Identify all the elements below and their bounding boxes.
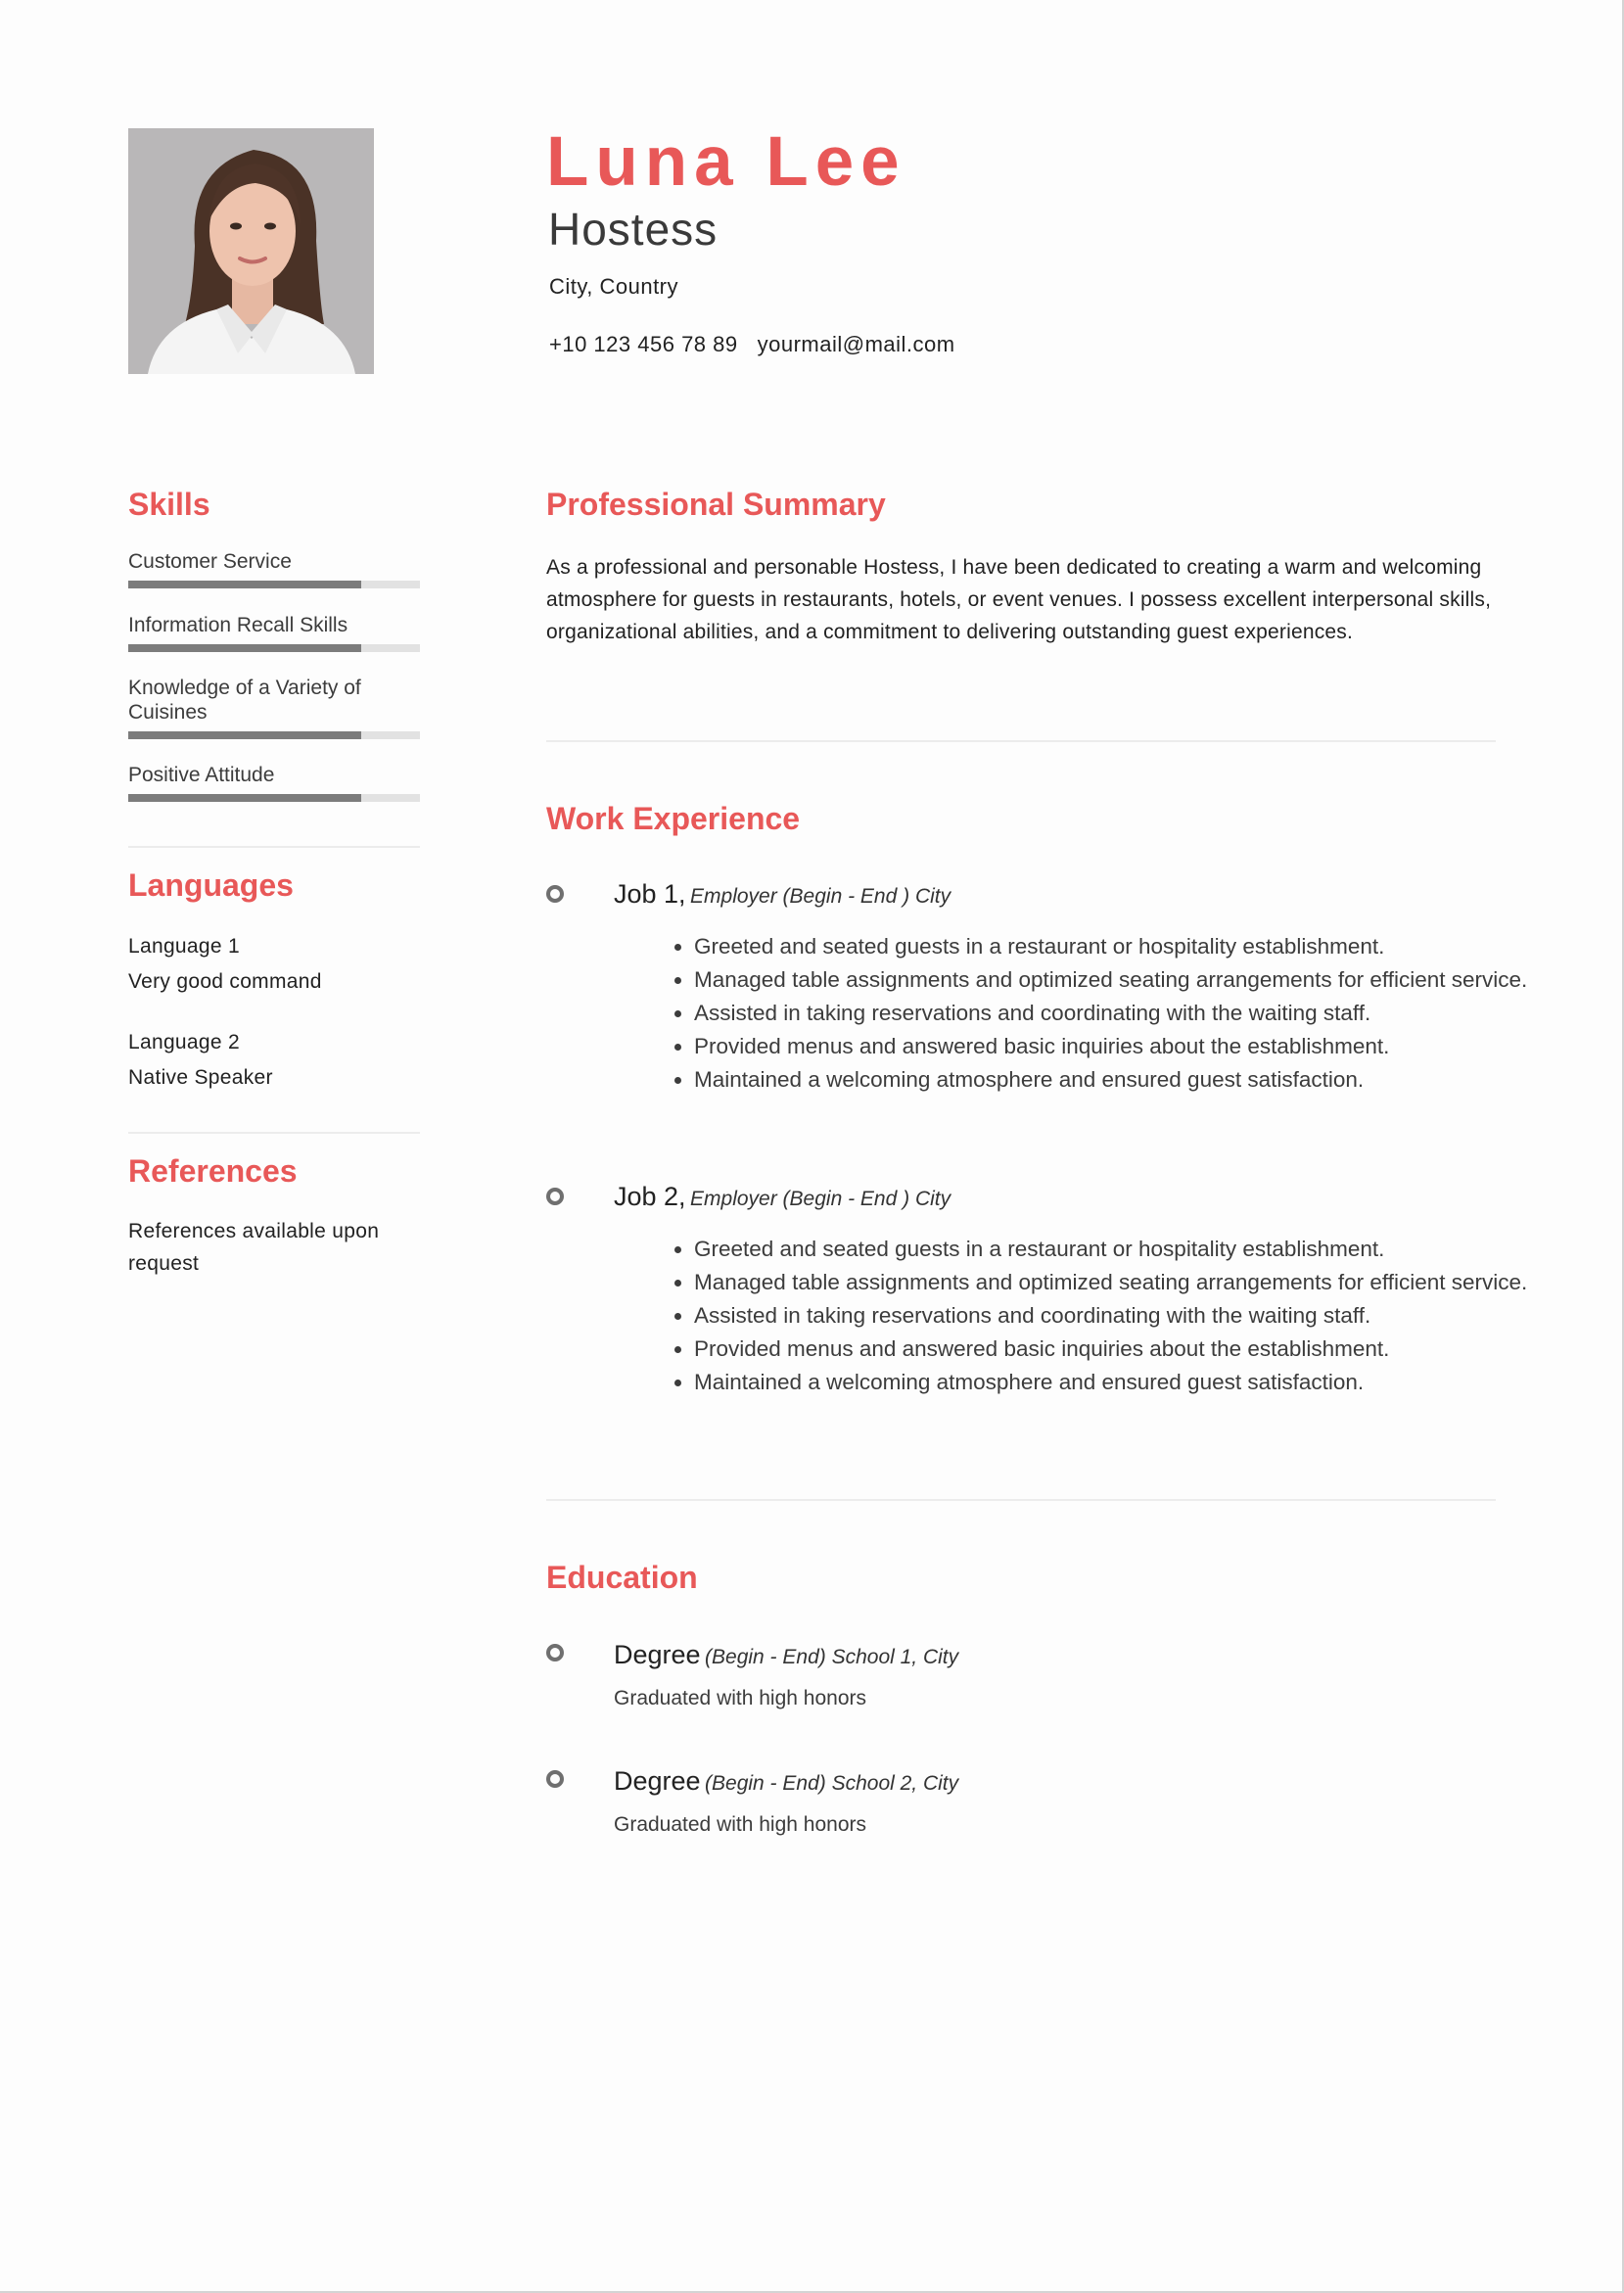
skill-bar [128,731,420,739]
language-item [128,929,420,1000]
education-header [614,1640,958,1670]
summary-heading: Professional Summary [546,487,886,522]
education-header [614,1766,958,1797]
job-title: Job 1, [614,879,686,909]
job-title: Job 2, [614,1182,686,1211]
phone: +10 123 456 78 89 [549,332,738,356]
job-bullet: • Greeted and seated guests in a restaurant or hospitality establishment. [694,1233,1575,1266]
education-meta: (Begin - End) School 1, City [705,1646,959,1668]
degree: Degree [614,1640,701,1669]
skill-name: Information Recall Skills [128,614,348,636]
job-meta: Employer (Begin - End ) City [690,885,951,908]
degree: Degree [614,1766,701,1796]
job-bullet: • Maintained a welcoming atmosphere and ensured guest satisfaction. [694,1366,1575,1399]
job-bullet: • Maintained a welcoming atmosphere and ensured guest satisfaction. [694,1063,1575,1097]
skill-bar [128,644,420,652]
email: yourmail@mail.com [757,332,955,356]
sidebar-divider [128,846,420,848]
job-bullet: • Managed table assignments and optimized seating arrangements for efficient service. [694,1266,1575,1299]
job-header [614,1182,951,1212]
skill-bar [128,581,420,588]
timeline-marker [546,1644,564,1661]
job-bullet: • Managed table assignments and optimized seating arrangements for efficient service. [694,963,1575,997]
timeline-marker [546,1188,564,1205]
education-heading: Education [546,1560,698,1595]
timeline-marker [546,885,564,903]
profile-photo [128,128,374,374]
job-meta: Employer (Begin - End ) City [690,1188,951,1210]
job-bullets [674,930,1575,1097]
language-level: Native Speaker [128,1066,273,1089]
language-item [128,1025,420,1096]
skill-bar-fill [128,644,361,652]
summary-body [546,551,1496,648]
skills-section [128,485,420,524]
job-bullet: • Assisted in taking reservations and coordinating with the waiting staff. [694,1299,1575,1333]
job-bullet: • Greeted and seated guests in a restaurant or hospitality establishment. [694,930,1575,963]
job-bullet: • Assisted in taking reservations and coordinating with the waiting staff. [694,997,1575,1030]
section-divider [546,1499,1496,1501]
timeline-marker [546,1770,564,1788]
skill-name: Customer Service [128,550,292,573]
location: City, Country [549,274,679,299]
job-title: Hostess [548,204,719,255]
languages-section [128,866,420,905]
references-section [128,1151,420,1191]
skill-bar-fill [128,581,361,588]
experience-heading: Work Experience [546,801,801,836]
language-level: Very good command [128,970,322,993]
skill-item [128,676,420,739]
language-name: Language 1 [128,935,240,958]
skill-item [128,613,420,652]
section-divider [546,740,1496,742]
job-bullet: • Provided menus and answered basic inquiries about the establishment. [694,1333,1575,1366]
candidate-name: Luna Lee [546,123,906,201]
summary-text: As a professional and personable Hostess, I have been dedicated to creating a warm and welcoming atmosphere for guests in restaurants, hotels, or event venues. I possess excellent interpersonal skills, organizational abilities, and a commitment to delivering outstanding guest experiences. [546,556,1492,643]
skill-name: Knowledge of a Variety of Cuisines [128,677,361,724]
skill-bar [128,794,420,802]
references-heading: References [128,1153,298,1189]
languages-heading: Languages [128,867,294,903]
references-text: References available upon request [128,1220,380,1275]
job-header [614,879,951,910]
contact-line [549,332,955,357]
skill-item [128,549,420,588]
skills-heading: Skills [128,487,210,522]
skill-item [128,763,420,802]
sidebar-divider [128,1132,420,1134]
job-bullets [674,1233,1575,1399]
skill-bar-fill [128,794,361,802]
skill-name: Positive Attitude [128,764,275,786]
education-description: Graduated with high honors [614,1813,866,1836]
education-section [546,1558,1496,1597]
references-body [128,1215,422,1280]
experience-section [546,799,1496,838]
language-name: Language 2 [128,1031,240,1053]
job-bullet: • Provided menus and answered basic inquiries about the establishment. [694,1030,1575,1063]
summary-section [546,485,1496,524]
skill-bar-fill [128,731,361,739]
education-description: Graduated with high honors [614,1687,866,1709]
education-meta: (Begin - End) School 2, City [705,1772,959,1795]
